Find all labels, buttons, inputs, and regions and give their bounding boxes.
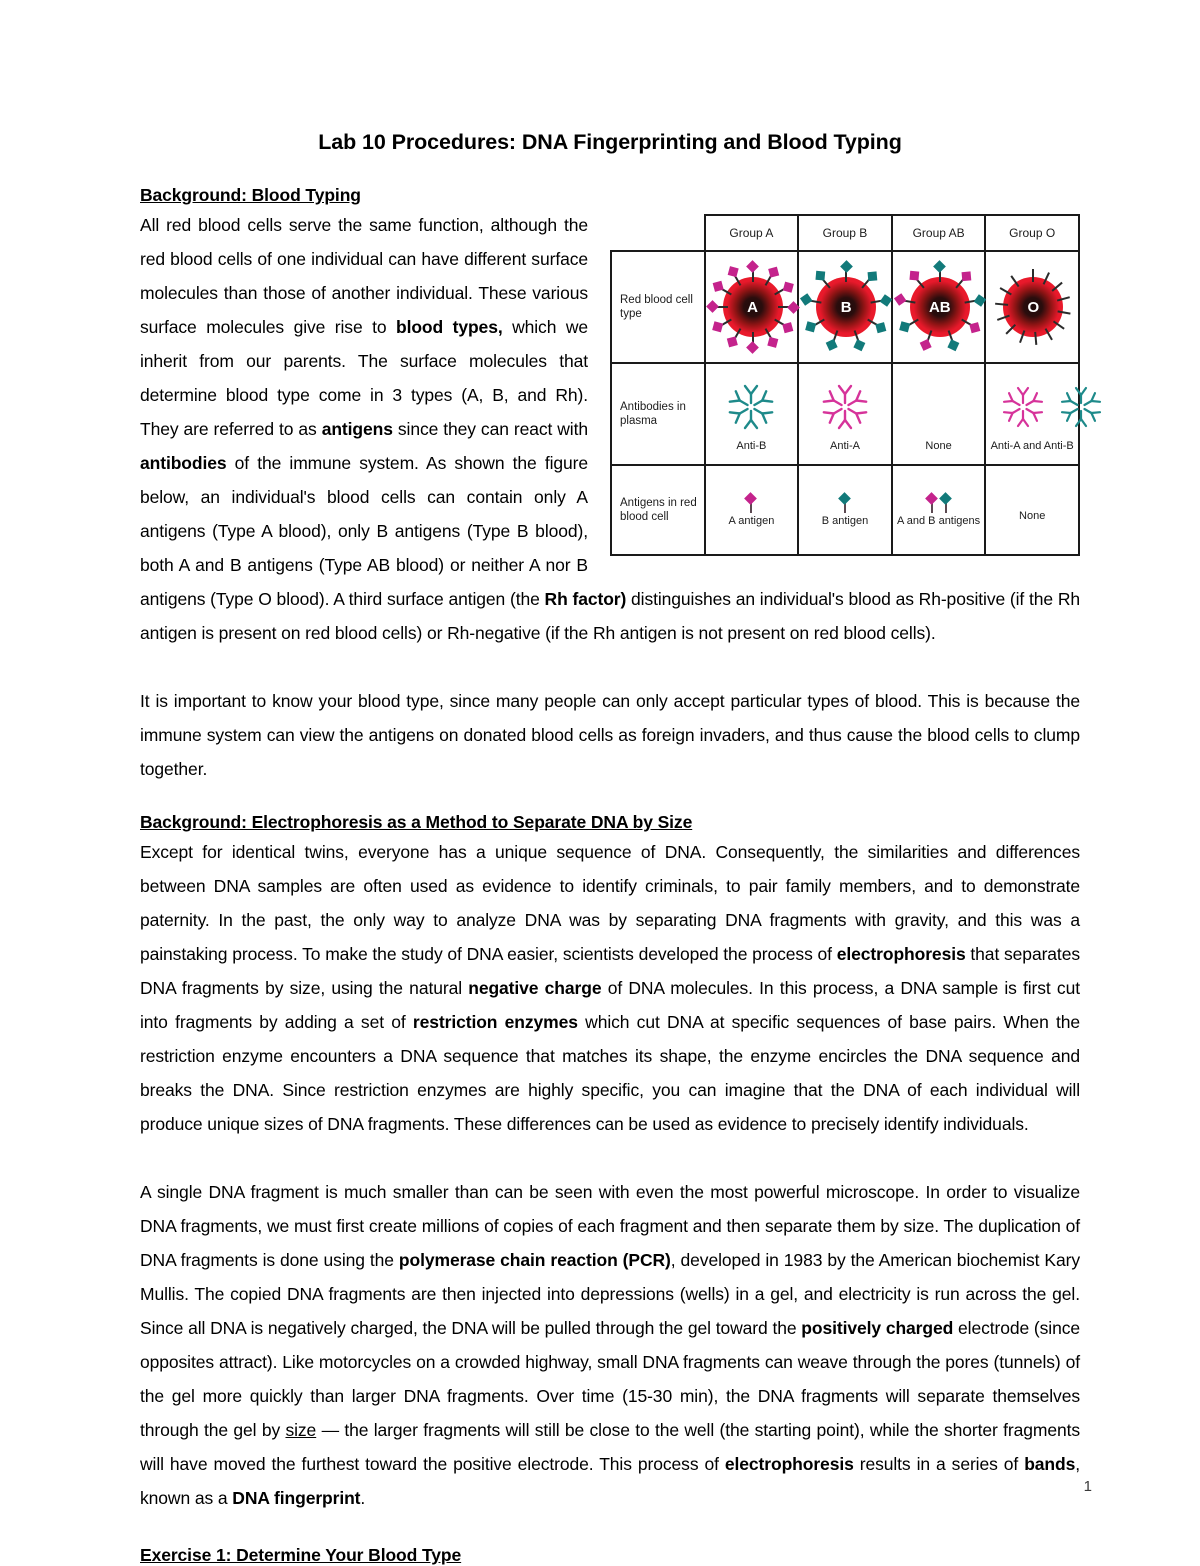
rbc-letter-b: B [840,298,852,316]
text-run-bold-rh-factor: Rh factor) [544,589,627,609]
corner-blank-cell [611,215,705,251]
a-antigen-marker-icon [744,492,758,514]
text-run-bold-positively-charged: positively charged [801,1318,954,1338]
rbc-letter-o: O [1027,298,1040,316]
blood-group-table [610,214,1080,556]
text-run: of DNA molecules. In this process, a DNA sample is first cut into fragments by adding a set of [140,978,1080,1032]
antibody-cluster-anti-a-icon [806,376,884,438]
text-run: . [360,1488,366,1508]
cell-group-o-antigens [985,465,1079,555]
text-run: distinguishes an individual's blood as Rh-positive (if the Rh antigen is present on red blood cells) or Rh-negative (if the Rh antigen is not present on red blood cells). [140,589,1080,643]
red-blood-cell-b-icon [800,261,892,353]
section-spacer [140,786,1080,812]
b-antigen-marker-icon [939,492,953,514]
cell-group-a-antigens [705,465,799,555]
cell-group-a-rbc [705,251,799,363]
cell-group-o-rbc [985,251,1079,363]
anti-b-antibody-svg [712,376,790,438]
red-blood-cell-ab-icon [894,261,986,353]
anti-a-antibody-svg [806,376,884,438]
rbc-letter-a: A [747,298,759,316]
text-run-bold-bands: bands [1024,1454,1076,1474]
red-blood-cell-o-icon [987,261,1079,353]
text-run: , known as a [140,1454,1080,1508]
text-run: — the larger fragments will still be close to the well (the starting point), while the shorter fragments will have moved the furthest toward the positive electrode. This process of [140,1420,1080,1474]
text-run-bold-antigens: antigens [321,419,393,439]
text-run-bold-negative-charge: negative charge [468,978,602,998]
cell-group-b-antibodies [798,363,892,465]
page-title: Lab 10 Procedures: DNA Fingerprinting and Blood Typing [318,130,902,154]
paragraph-spacer [140,650,1080,684]
antibody-cluster-anti-a-and-anti-b-icon [987,376,1117,438]
text-run: which we inherit from our parents. The surface molecules that determine blood type come in 3 types (A, B, and Rh). They are referred to as [140,317,589,439]
cell-group-ab-antigens [892,465,986,555]
text-run-bold-electrophoresis: electrophoresis [836,944,966,964]
red-blood-cell-a-icon [707,261,799,353]
text-run-bold-antibodies: antibodies [140,453,227,473]
blood-group-figure [610,214,1080,556]
antigen-label-a-and-b: A and B antigens [896,515,981,527]
paragraph-electrophoresis-2 [140,1175,1080,1515]
b-antigen-marker-icon [838,492,852,514]
antigen-label-a: A antigen [728,515,775,527]
cell-group-ab-antibodies [892,363,986,465]
row-label-antibodies-in-plasma: Antibodies in plasma [611,363,705,465]
text-run: which cut DNA at specific sequences of base pairs. When the restriction enzyme encounters a DNA sequence that matches its shape, the enzyme encircles the DNA sequence and breaks the DNA. Since restriction enzymes are highly specific, you can imagine that the DNA of each individual will produce unique sizes of DNA fragments. These differences can be used as evidence to precisely identify individuals. [140,1012,1080,1134]
column-header-group-b: Group B [798,215,892,251]
text-run: electrode (since opposites attract). Like motorcycles on a crowded highway, small DNA fragments can weave through the pores (tunnels) of the gel more quickly than larger DNA fragments. Over time (15-30 min), the DNA fragments will separate themselves through the gel by [140,1318,1081,1440]
column-header-group-a: Group A [705,215,799,251]
cell-group-ab-rbc [892,251,986,363]
paragraph-blood-typing-2: It is important to know your blood type, since many people can only accept particular types of blood. This is because the immune system can view the antigens on donated blood cells as foreign invaders, and thus cause the blood cells to clump together. [140,691,1080,779]
table-row-antigens-in-red-blood-cell [611,465,1079,555]
section-spacer [140,1515,1080,1545]
cell-group-a-antibodies [705,363,799,465]
antigen-label-b: B antigen [821,515,869,527]
antibody-label-anti-b: Anti-B [736,440,767,452]
table-row-antibodies-in-plasma [611,363,1079,465]
heading-background-electrophoresis: Background: Electrophoresis as a Method to Separate DNA by Size [140,812,693,832]
text-run: All red blood cells serve the same function, although the red blood cells of one individual can have different surface molecules than those of another individual. These various surface molecules give rise to [140,215,588,337]
text-run: Except for identical twins, everyone has a unique sequence of DNA. Consequently, the similarities and differences between DNA samples are often used as evidence to identify criminals, to pair family members, and to demonstrate paternity. In the past, the only way to analyze DNA was by separating DNA fragments with gravity, and this was a painstaking process. To make the study of DNA easier, scientists developed the process of [140,842,1080,964]
a-antigen-marker-icon [925,492,939,514]
paragraph-spacer [140,1141,1080,1175]
antigen-label-none: None [1019,509,1046,522]
heading-exercise-1: Exercise 1: Determine Your Blood Type [140,1545,462,1565]
text-run-bold-blood-types: blood types, [395,317,503,337]
text-run-bold-electrophoresis-2: electrophoresis [724,1454,854,1474]
text-run: , developed in 1983 by the American biochemist Kary Mullis. The copied DNA fragments are then injected into depressions (wells) in a gel, and electricity is run across the gel. Since all DNA is negatively charged, the DNA will be pulled through the gel toward the [140,1250,1080,1338]
table-row-red-blood-cell-type [611,251,1079,363]
text-run-bold-pcr: polymerase chain reaction (PCR) [398,1250,671,1270]
antibody-cluster-none [900,376,978,438]
row-label-red-blood-cell-type: Red blood cell type [611,251,705,363]
antibody-label-anti-a: Anti-A [830,440,860,452]
page-number: 1 [1083,1478,1092,1495]
cell-group-o-antibodies [985,363,1079,465]
text-run-bold-restriction-enzymes: restriction enzymes [412,1012,578,1032]
anti-a-and-anti-b-antibody-svg [987,376,1117,438]
antibody-cluster-anti-b-icon [712,376,790,438]
text-run: results in a series of [853,1454,1025,1474]
antibody-label-anti-a-and-anti-b: Anti-A and Anti-B [990,440,1074,452]
text-run: since they can react with [392,419,588,439]
heading-background-blood-typing: Background: Blood Typing [140,185,361,205]
table-header-row [611,215,1079,251]
cell-group-b-rbc [798,251,892,363]
text-run: of the immune system. As shown the figure below, an individual's blood cells can contain only A antigens (Type A blood), only B antigens (Type B blood), both A and B antigens (Type AB blood) or neither A nor B antigens (Type O blood). A third surface antigen (the [140,453,588,609]
antibody-label-none: None [925,440,952,452]
cell-group-b-antigens [798,465,892,555]
row-label-antigens-in-red-blood-cell: Antigens in red blood cell [611,465,705,555]
column-header-group-ab: Group AB [892,215,986,251]
text-run-underline-size: size [285,1420,317,1440]
column-header-group-o: Group O [985,215,1079,251]
rbc-letter-ab: AB [928,298,951,316]
text-run: that separates DNA fragments by size, using the natural [140,944,1080,998]
paragraph-electrophoresis-1 [140,835,1080,1141]
text-run: A single DNA fragment is much smaller than can be seen with even the most powerful microscope. In order to visualize DNA fragments, we must first create millions of copies of each fragment and then separate them by size. The duplication of DNA fragments is done using the [140,1182,1080,1270]
text-run-bold-dna-fingerprint: DNA fingerprint [232,1488,361,1508]
